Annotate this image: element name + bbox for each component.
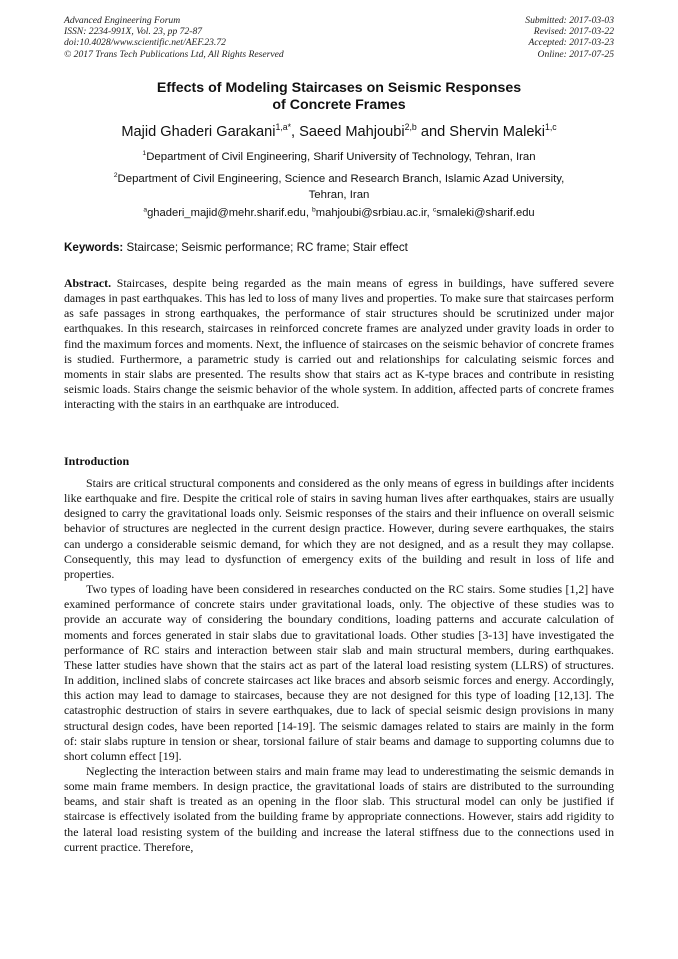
- title-line-2: of Concrete Frames: [272, 97, 406, 113]
- journal-name: Advanced Engineering Forum: [64, 15, 181, 26]
- email-address[interactable]: ghaderi_majid@mehr.sharif.edu,: [147, 207, 313, 219]
- affiliation-superscript: 2: [113, 172, 118, 180]
- abstract-label: Abstract.: [64, 276, 112, 290]
- author-superscript: 2,b: [404, 122, 417, 133]
- email-superscript: b: [312, 206, 316, 214]
- email-address[interactable]: smaleki@sharif.edu: [436, 207, 535, 219]
- author-separator: ,: [291, 124, 300, 140]
- affiliation-2: [64, 172, 614, 203]
- author-name: Saeed Mahjoubi: [299, 124, 405, 140]
- paragraph: Two types of loading have been considered in researches conducted on the RC stairs. Some studies [1,2] have examined performance of concrete stairs under gravitational loads, only. The objective of these studies was to provide an accurate way of considering the boundary conditions, loading patterns and accurate calculation of moments and forces generated in stair slabs due to gravitational loads. Other studies [3-13] have investigated the performance of RC stairs and interaction between stair slab and main structural members, during earthquakes. These latter studies have shown that the stairs act as part of the lateral load resisting system (LLRS) of structures. In addition, inclined slabs of concrete staircases act like braces and absorb seismic forces and energy. Accordingly, this action may lead to damage to staircases, because they are not designed for this type of loading [12,13]. The catastrophic destruction of stairs in severe earthquakes, due to lack of special seismic design provisions in many structural design codes, have been reported [14-19]. The seismic damages related to stairs are mainly in the form of: stair slabs rupture in tension or shear, torsional failure of stair beams and damage to supporting columns due to short column effect [19].: [64, 582, 614, 763]
- affiliation-text: Department of Civil Engineering, Science and Research Branch, Islamic Azad University,: [117, 173, 565, 185]
- author-list: [64, 123, 614, 141]
- paragraph: Stairs are critical structural components and considered as the only means of egress in buildings after incidents like earthquake and fire. Despite the critical role of stairs in saving human lives after earthquakes, stairs are usually designed to carry the gravitational loads only. Seismic responses of the stairs and their influence on overall seismic behavior of structures are neglected in the current design practice. However, during severe earthquakes, the stairs can undergo a considerable seismic demand, for which they are not designed, and as a result they may collapse. Consequently, this may lead to dysfunction of emergency exits of the building and result in loss of life and properties.: [64, 476, 614, 581]
- introduction-body: [64, 476, 614, 855]
- author-name: Shervin Maleki: [449, 124, 545, 140]
- publication-dates: [525, 15, 614, 60]
- email-address[interactable]: mahjoubi@srbiau.ac.ir,: [315, 207, 433, 219]
- author-superscript: 1,c: [544, 122, 557, 133]
- affiliation-superscript: 1: [142, 150, 147, 158]
- doi: doi:10.4028/www.scientific.net/AEF.23.72: [64, 37, 226, 49]
- publication-info: [64, 15, 284, 60]
- abstract-text: Staircases, despite being regarded as the main means of egress in buildings, have suffered severe damages in past earthquakes. This has led to loss of many lives and properties. To make sure that staircases perform as safe passages in strong earthquakes, the performance of stair structures should be scrutinized under major earthquakes. In this research, staircases in reinforced concrete frames are analyzed under gravity loads in order to find the maximum forces and moments. Next, the influence of staircases on the seismic behavior of concrete frames is studied. Furthermore, a parametric study is carried out and relationships for calculating seismic forces and moments in stair slabs are presented. The results show that stairs act as K-type braces and contribute in resisting seismic loads. Stairs change the seismic behavior of the whole system. In addition, affected parts of concrete frames interacting with the stairs in an earthquake are introduced.: [64, 276, 614, 412]
- author-emails: [64, 206, 614, 221]
- online-date: Online: 2017-07-25: [537, 48, 614, 60]
- section-heading-introduction: Introduction: [64, 454, 130, 468]
- email-superscript: a: [143, 206, 148, 214]
- keywords-text: Staircase; Seismic performance; RC frame; Stair effect: [123, 241, 408, 254]
- author-superscript: 1,a*: [275, 122, 292, 133]
- paper-title: [64, 80, 614, 114]
- paragraph: Neglecting the interaction between stairs and main frame may lead to underestimating the seismic demands in some main frame members. In design practice, the gravitational loads of stairs are distributed to the surrounding beams, and stair shaft is treated as an opening in the floor slab. This structural model can only be justified if staircase is effectively isolated from the building frame by appropriate connections. However, stairs add rigidity to the lateral load resisting system of the building and increase the lateral stiffness due to the connections used in current practice. Therefore,: [64, 763, 614, 854]
- copyright: © 2017 Trans Tech Publications Ltd, All Rights Reserved: [64, 48, 284, 60]
- keywords-label: Keywords:: [64, 241, 124, 254]
- submitted-date: Submitted: 2017-03-03: [525, 15, 614, 26]
- affiliation-1: [64, 150, 614, 166]
- author-separator: and: [416, 124, 450, 140]
- abstract: [64, 276, 614, 412]
- title-line-1: Effects of Modeling Staircases on Seismic Responses: [156, 80, 522, 96]
- issn-volume: ISSN: 2234-991X, Vol. 23, pp 72-87: [64, 26, 203, 38]
- author-name: Majid Ghaderi Garakani: [121, 124, 276, 140]
- email-superscript: c: [432, 206, 437, 214]
- revised-date: Revised: 2017-03-22: [533, 26, 614, 38]
- accepted-date: Accepted: 2017-03-23: [528, 37, 614, 49]
- affiliation-text-line-2: Tehran, Iran: [308, 188, 370, 201]
- keywords: [64, 240, 614, 255]
- affiliation-text: Department of Civil Engineering, Sharif University of Technology, Tehran, Iran: [146, 151, 536, 163]
